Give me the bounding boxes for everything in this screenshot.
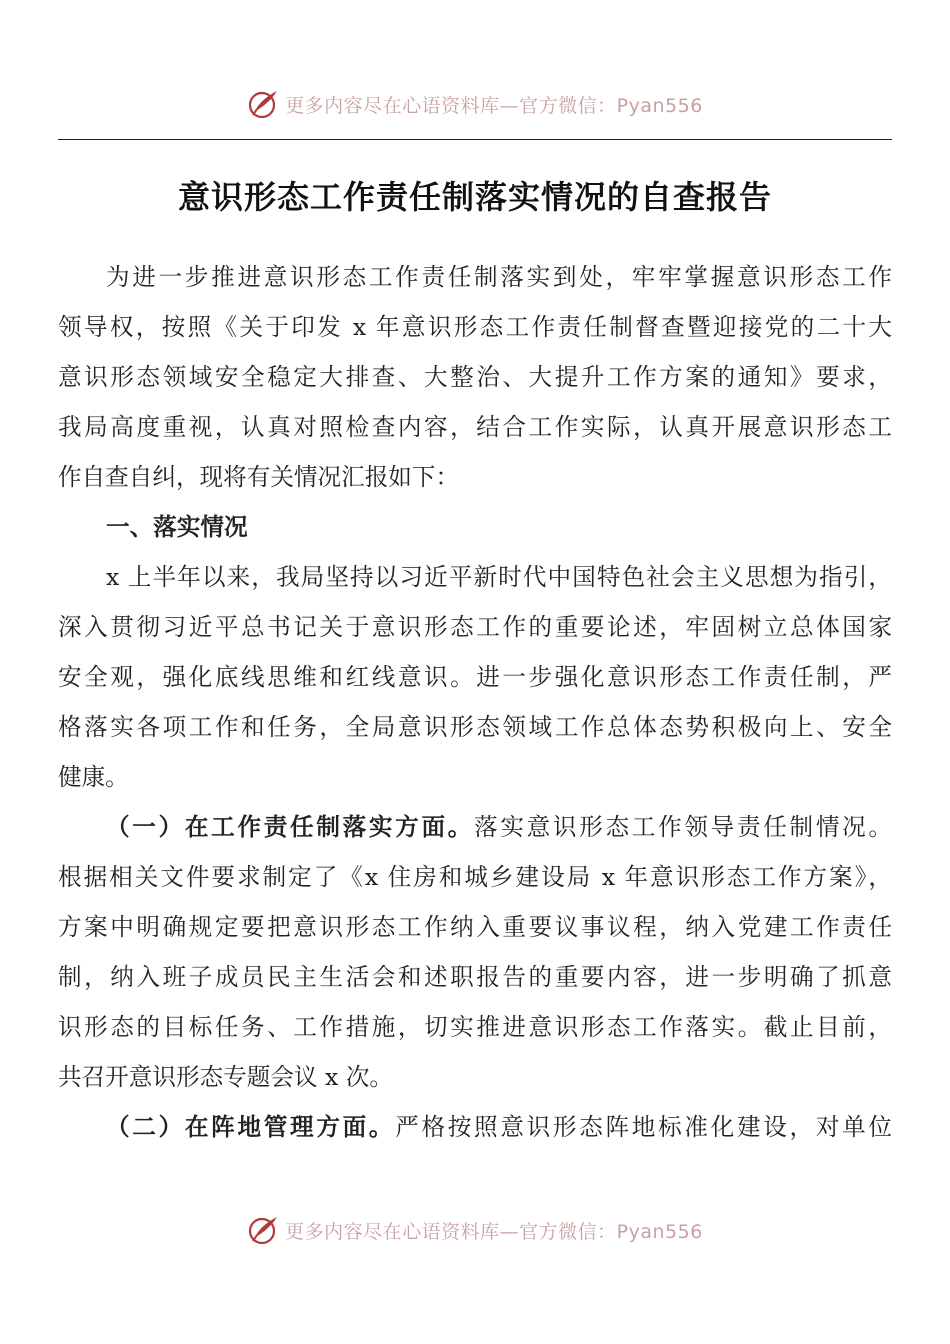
subsection-heading: （二）在阵地管理方面。 — [106, 1113, 396, 1141]
watermark-wechat-id: Pyan556 — [616, 94, 703, 117]
paragraph-line: 共召开意识形态专题会议 x 次。 — [58, 1063, 394, 1091]
watermark-text: 更多内容尽在心语资料库—官方微信： — [285, 1220, 617, 1243]
paragraph-line: 意识形态领域安全稳定大排查、大整治、大提升工作方案的通知》要求， — [58, 363, 892, 391]
header-watermark — [0, 84, 950, 124]
paragraph-line: 制，纳入班子成员民主生活会和述职报告的重要内容，进一步明确了抓意 — [58, 963, 892, 991]
footer-watermark — [0, 1210, 950, 1250]
paragraph-line: 健康。 — [58, 763, 129, 791]
paragraph-line: 为进一步推进意识形态工作责任制落实到处，牢牢掌握意识形态工作 — [106, 263, 892, 291]
paragraph-line: 我局高度重视，认真对照检查内容，结合工作实际，认真开展意识形态工 — [58, 413, 892, 441]
paragraph-line: 识形态的目标任务、工作措施，切实推进意识形态工作落实。截止目前， — [58, 1013, 892, 1041]
paragraph-line: 深入贯彻习近平总书记关于意识形态工作的重要论述，牢固树立总体国家 — [58, 613, 892, 641]
paragraph-line — [58, 1102, 892, 1152]
paragraph-line: 方案中明确规定要把意识形态工作纳入重要议事议程，纳入党建工作责任 — [58, 913, 892, 941]
quill-logo-icon — [247, 1213, 281, 1247]
paragraph-line: 根据相关文件要求制定了《x 住房和城乡建设局 x 年意识形态工作方案》， — [58, 863, 892, 891]
paragraph-line — [58, 802, 892, 852]
subsection-heading: （一）在工作责任制落实方面。 — [106, 813, 475, 841]
paragraph-line: 安全观，强化底线思维和红线意识。进一步强化意识形态工作责任制，严 — [58, 663, 892, 691]
paragraph-text: 严格按照意识形态阵地标准化建设，对单位 — [395, 1113, 892, 1141]
paragraph-text: 落实意识形态工作领导责任制情况。 — [474, 813, 892, 841]
document-body — [58, 252, 892, 1152]
quill-logo-icon — [247, 87, 281, 121]
paragraph-line: x 上半年以来，我局坚持以习近平新时代中国特色社会主义思想为指引， — [106, 563, 892, 591]
section-heading: 一、落实情况 — [106, 513, 248, 541]
header-divider — [58, 139, 892, 140]
paragraph-line: 领导权，按照《关于印发 x 年意识形态工作责任制督查暨迎接党的二十大 — [58, 313, 892, 341]
document-title: 意识形态工作责任制落实情况的自查报告 — [177, 178, 772, 216]
watermark-wechat-id: Pyan556 — [616, 1220, 703, 1243]
paragraph-line: 作自查自纠，现将有关情况汇报如下： — [58, 463, 460, 491]
watermark-text: 更多内容尽在心语资料库—官方微信： — [285, 94, 617, 117]
paragraph-line: 格落实各项工作和任务，全局意识形态领域工作总体态势积极向上、安全 — [58, 713, 892, 741]
